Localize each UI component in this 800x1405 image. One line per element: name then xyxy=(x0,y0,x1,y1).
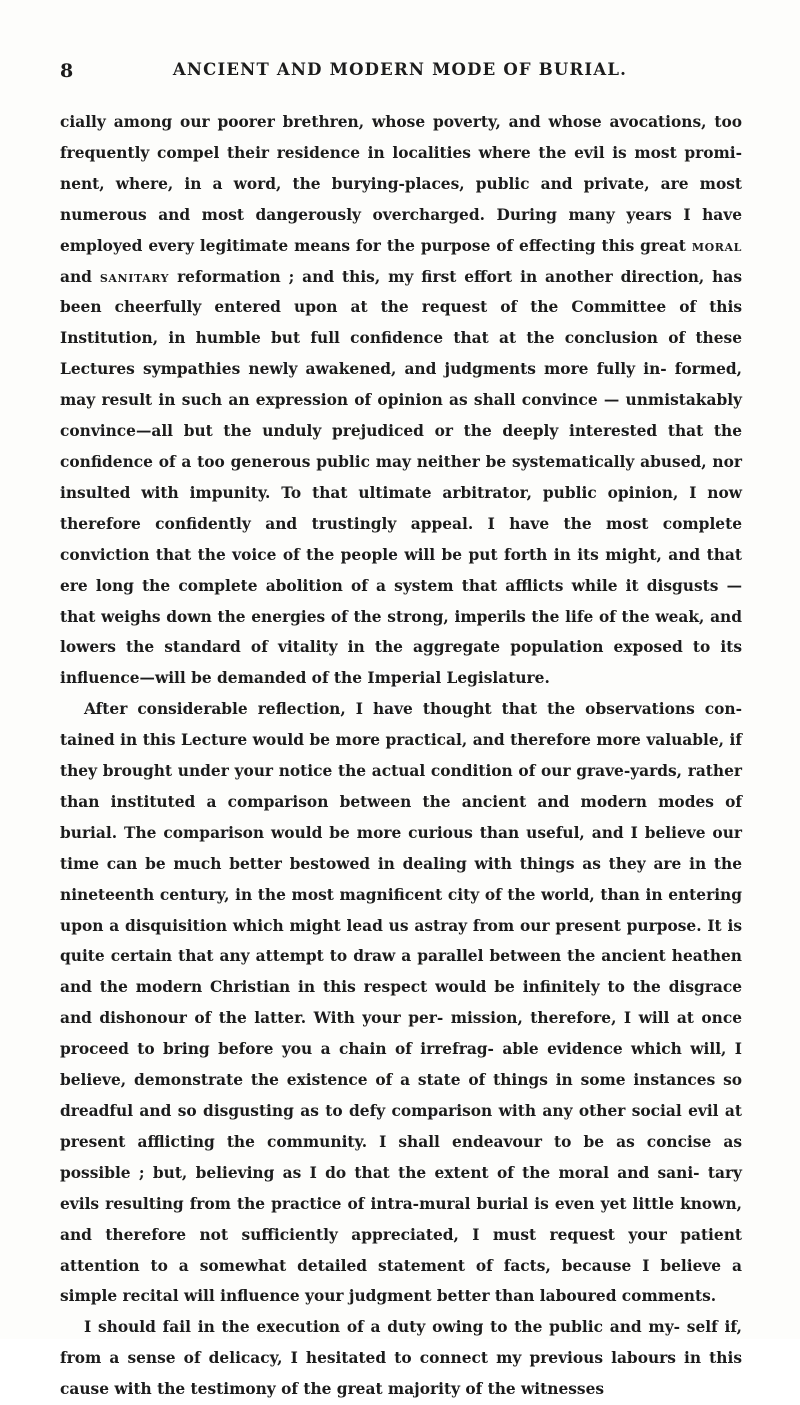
paragraph-2: After considerable reflection, I have thought that the observations con- tained in this Lecture would be more practical, and therefore more valuable, if they brought under your notice the actual condition of our grave-yards, rather than instituted a comparison between the ancient and modern modes of burial. The comparison would be more curious than useful, and I believe our time can be much better bestowed in dealing with things as they are in the nineteenth century, in the most magnificent city of the world, than in entering upon a disquisition which might lead us astray from our present purpose. It is quite certain that any attempt to draw a parallel between the ancient heathen and the modern Christian in this respect would be infinitely to the disgrace and dishonour of the latter. With your per- mission, therefore, I will at once proceed to bring before you a chain of irrefrag- able evidence which will, I believe, demonstrate the existence of a state of things in some instances so dreadful and so disgusting as to defy comparison with any other social evil at present afflicting the community. I shall endeavour to be as concise as possible ; but, believing as I do that the extent of the moral and sani- tary evils resulting from the practice of intra-mural burial is even yet little known, and therefore not sufficiently appreciated, I must request your patient attention to a somewhat detailed statement of facts, because I believe a simple recital will influence your judgment better than laboured comments. xyxy=(60,700,742,1306)
small-caps-moral: moral xyxy=(691,236,743,255)
running-title: ANCIENT AND MODERN MODE OF BURIAL. xyxy=(172,60,628,79)
small-caps-sanitary: sanitary xyxy=(99,267,170,286)
paragraph-3: I should fail in the execution of a duty owing to the public and my- self if, from a sense of delicacy, I hesitated to connect my previous labours in this cause with the testimony of the great majority of the witnesses xyxy=(60,1318,742,1399)
paragraph-1-part-a: cially among our poorer brethren, whose poverty, and whose avocations, too frequently compel their residence in localities where the evil is most promi- nent, where, in a word, the burying-places, public and private, are most numerous and most dangerously overcharged. During many years I have employed every legitimate means for the purpose of effecting this great xyxy=(60,113,742,255)
paragraph-1 xyxy=(60,107,742,694)
running-head xyxy=(60,60,740,88)
page-number: 8 xyxy=(60,60,74,82)
body-text xyxy=(60,107,742,1405)
paragraph-1-part-c: reformation ; and this, my first effort in another direction, has been cheerfully entered upon at the request of the Committee of this Institution, in humble but full confidence that at the conclusion of these Lectures sympathies newly awakened, and judgments more fully in- formed, may result in such an expression of opinion as shall convince — unmistakably convince—all but the unduly prejudiced or the deeply interested that the confidence of a too generous public may neither be systematically abused, nor insulted with impunity. To that ultimate arbitrator, public opinion, I now therefore confidently and trustingly appeal. I have the most complete conviction that the voice of the people will be put forth in its might, and that ere long the complete abolition of a system that afflicts while it disgusts — that weighs down the energies of the strong, imperils the life of the weak, and lowers the standard of vitality in the aggregate population exposed to its influence—will be demanded of the Imperial Legislature. xyxy=(60,267,743,688)
paragraph-1-part-b: and xyxy=(60,267,92,286)
